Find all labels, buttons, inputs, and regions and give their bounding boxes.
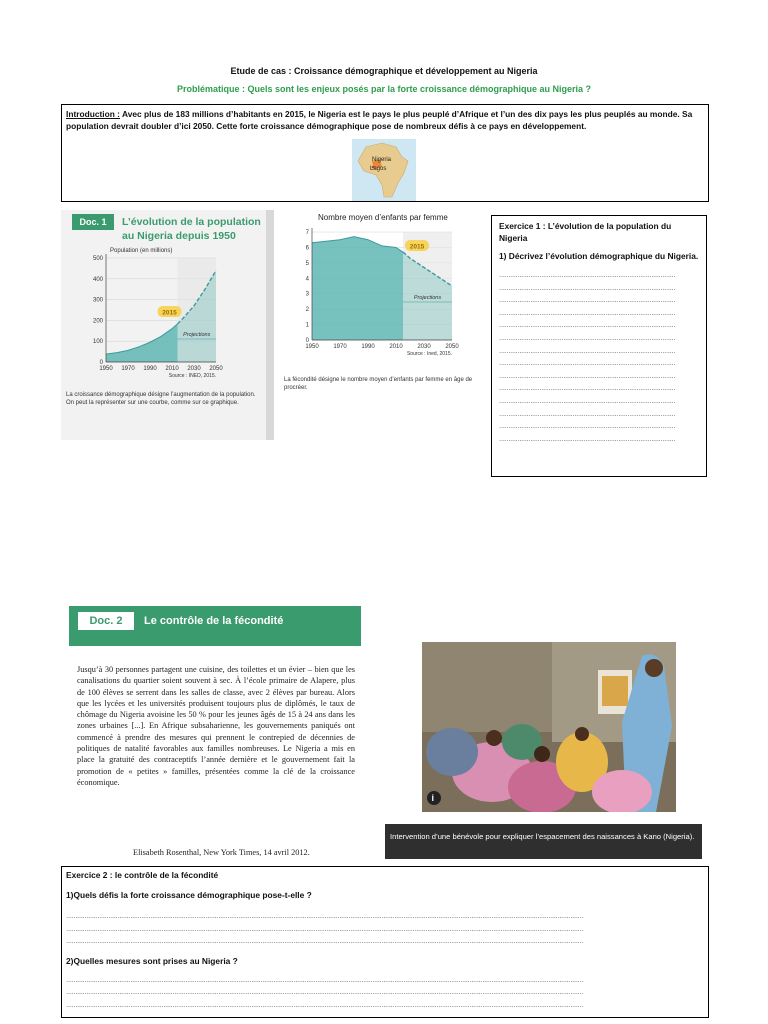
y-axis-label: Population (en millions) <box>110 248 173 254</box>
doc1-badge: Doc. 1 <box>72 214 114 230</box>
volunteer-photo <box>422 642 676 812</box>
x-tick-label: 2010 <box>389 344 403 350</box>
exercise-1-question: 1) Décrivez l’évolution démographique du Nigeria. <box>499 251 699 261</box>
fertility-chart <box>292 222 464 360</box>
exercise-1-answer-lines[interactable] <box>499 270 699 446</box>
africa-map <box>352 139 416 201</box>
y-tick-label: 0 <box>99 360 103 366</box>
intro-label: Introduction : <box>66 109 120 119</box>
answer-line: …………………………………………………………………………………… <box>499 310 675 317</box>
doc1-title: L’évolution de la population au Nigeria depuis 1950 <box>122 216 261 242</box>
page-title: Etude de cas : Croissance démographique et développement au Nigeria <box>230 66 538 76</box>
problematique: Problématique : Quels sont les enjeux posés par la forte croissance démographique au Nigeria ? <box>176 84 592 94</box>
answer-line: …………………………………………………………………………………… <box>499 411 675 418</box>
chart-source: Source : INED, 2015. <box>168 373 216 379</box>
answer-line: …………………………………………………………………………………… <box>499 361 675 368</box>
y-tick-label: 6 <box>305 245 309 252</box>
doc1-note: La croissance démographique désigne l’augmentation de la population. On peut la représenter sur une courbe, comme sur ce graphique. <box>66 392 256 406</box>
answer-line: …………………………………………………………………………………… <box>499 273 675 279</box>
answer-line: …………………………………………………………………………………… <box>499 335 675 342</box>
answer-line: …………………………………………………………………………………… <box>499 348 675 355</box>
fertility-note: La fécondité désigne le nombre moyen d’enfants par femme en âge de procréer. <box>284 377 473 391</box>
y-tick-label: 5 <box>305 260 309 267</box>
x-tick-label: 1990 <box>143 366 157 372</box>
y-tick-label: 100 <box>92 339 103 346</box>
y-tick-label: 4 <box>305 276 309 283</box>
answer-line: …………………………………………………………………………………… <box>499 298 675 305</box>
map-label-nigeria: Nigeria <box>372 157 392 163</box>
exercise-1-box <box>491 215 707 477</box>
exercise-2-answer-2[interactable]: ………………………………………………………………………………………………………………………………………………………………………………………………………………………………………………………… ………………………………………………………………………………………………………………………………………………………………………………………………………………………………………………………… ………………………………………………………………………………………………………………………………………………………………………………………………………………………………………………………… <box>66 977 583 1009</box>
answer-line: …………………………………………………………………………………… <box>499 398 675 405</box>
y-tick-label: 2 <box>305 307 309 314</box>
projections-label: Projections <box>413 295 442 301</box>
y-tick-label: 7 <box>305 230 309 236</box>
exercise-2-question-2: 2)Quelles mesures sont prises au Nigeria ? <box>66 955 238 966</box>
historical-area <box>106 324 178 362</box>
x-tick-label: 2050 <box>445 344 459 350</box>
exercise-2-box <box>61 866 709 1018</box>
doc2-title: Le contrôle de la fécondité <box>144 615 284 627</box>
x-tick-label: 1970 <box>121 366 135 372</box>
fertility-chart-title: Nombre moyen d’enfants par femme <box>318 213 448 222</box>
answer-line: …………………………………………………………………………………… <box>499 386 675 393</box>
answer-line: …………………………………………………………………………………… <box>499 323 675 330</box>
x-tick-label: 2030 <box>417 344 431 350</box>
population-chart <box>80 244 230 384</box>
year-badge-label: 2015 <box>409 243 425 251</box>
x-tick-label: 1950 <box>99 366 113 372</box>
answer-line: …………………………………………………………………………………… <box>499 424 675 431</box>
x-tick-label: 1990 <box>361 344 375 350</box>
year-badge-label: 2015 <box>162 309 177 317</box>
y-tick-label: 300 <box>92 297 103 304</box>
exercise-1-title: Exercice 1 : L’évolution de la population du Nigeria <box>499 221 672 243</box>
doc2-badge: Doc. 2 <box>78 612 134 630</box>
y-tick-label: 1 <box>305 322 309 329</box>
x-tick-label: 2050 <box>209 366 223 372</box>
x-tick-label: 2010 <box>165 366 179 372</box>
y-tick-label: 500 <box>92 256 103 262</box>
panel-separator <box>266 210 274 440</box>
x-tick-label: 1950 <box>305 344 319 350</box>
doc2-source: Elisabeth Rosenthal, New York Times, 14 avril 2012. <box>133 848 310 857</box>
y-tick-label: 0 <box>305 338 309 344</box>
map-label-lagos: Lagos <box>370 166 387 172</box>
answer-line: …………………………………………………………………………………… <box>499 285 675 292</box>
intro-text: Avec plus de 183 millions d’habitants en 2015, le Nigeria est le pays le plus peuplé d’Afrique et l’un des dix pays les plus peuplés au monde. Sa population devrait doubler d’ici 2050. Cette forte croissance démographique pose de nombreux défis à ce pays en développement. <box>66 109 693 131</box>
photo-caption: Intervention d’une bénévole pour expliquer l’espacement des naissances à Kano (Nigeria). <box>385 824 702 859</box>
historical-area <box>312 237 403 340</box>
exercise-2-answer-1[interactable]: ………………………………………………………………………………………………………………………………………………………………………………………………………………………………………………………… ………………………………………………………………………………………………………………………………………………………………………………………………………………………………………………………… ………………………………………………………………………………………………………………………………………………………………………………………………………………………………………………………… <box>66 914 583 946</box>
doc2-text: Jusqu’à 30 personnes partagent une cuisine, des toilettes et un évier – bien que les canalisations du quartier soient souvent à sec. À l’école primaire de Alapere, plus de 100 élèves se serrent dans les salles de classe, avec 2 élèves par bureau. Alors que les lycées et les universités produisent toujours plus de diplômés, le taux de chômage du Nigeria avoisine les 50 % pour les jeunes âgés de 15 à 24 ans dans les zones urbaines [...]. En Afrique subsaharienne, les gouvernements paniqués ont commencé à prendre des mesures qui prennent le contrepied de décennies de politiques de natalité favorables aux familles nombreuses. Le Nigeria a mis en place la gratuité des contraceptifs l’année dernière et le gouvernement fait la promotion de « petites » familles, présentées comme la clé de la croissance économique. <box>77 665 355 787</box>
x-tick-label: 1970 <box>333 344 347 350</box>
x-tick-label: 2030 <box>187 366 201 372</box>
exercise-2-question-1: 1)Quels défis la forte croissance démographique pose-t-elle ? <box>66 890 312 900</box>
chart-source: Source : Ined, 2015. <box>406 351 452 357</box>
answer-line: …………………………………………………………………………………… <box>499 436 675 443</box>
y-tick-label: 200 <box>92 318 103 325</box>
y-tick-label: 3 <box>305 291 309 298</box>
projections-label: Projections <box>183 332 211 338</box>
answer-line: …………………………………………………………………………………… <box>499 373 675 380</box>
svg-text:i: i <box>431 793 435 803</box>
exercise-2-title: Exercice 2 : le contrôle de la fécondité <box>66 870 219 880</box>
y-tick-label: 400 <box>92 276 103 283</box>
